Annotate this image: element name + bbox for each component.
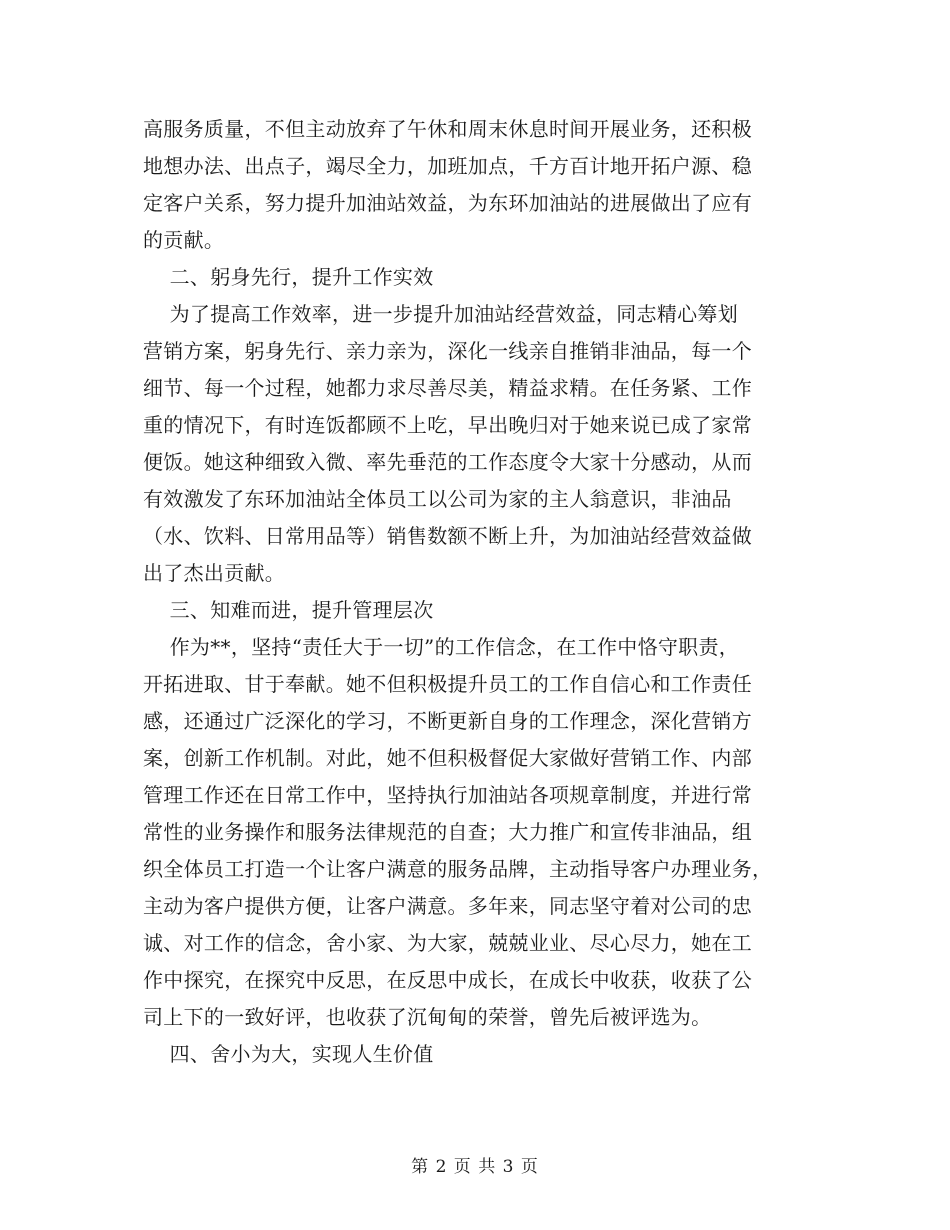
section-heading: 二、躬身先行，提升工作实效 [143, 265, 434, 289]
text-line: 的贡献。 [143, 228, 225, 252]
text-line: 地想办法、出点子，竭尽全力，加班加点，千方百计地开拓户源、稳 [143, 154, 752, 178]
text-line: 为了提高工作效率，进一步提升加油站经营效益，同志精心筹划 [143, 302, 739, 326]
text-line: 主动为客户提供方便，让客户满意。多年来，同志坚守着对公司的忠 [143, 894, 752, 918]
text-line: 作中探究，在探究中反思，在反思中成长，在成长中收获，收获了公 [143, 968, 752, 992]
text-line: 司上下的一致好评，也收获了沉甸甸的荣誉，曾先后被评选为。 [143, 1005, 712, 1029]
section-heading: 四、舍小为大，实现人生价值 [143, 1042, 434, 1066]
text-line: 织全体员工打造一个让客户满意的服务品牌，主动指导客户办理业务， [143, 857, 773, 881]
text-line: 开拓进取、甘于奉献。她不但积极提升员工的工作自信心和工作责任 [143, 672, 752, 696]
document-body [143, 111, 813, 1073]
text-line: 作为**，坚持“责任大于一切”的工作信念，在工作中恪守职责， [143, 635, 740, 659]
text-line: 细节、每一个过程，她都力求尽善尽美，精益求精。在任务紧、工作 [143, 376, 752, 400]
text-line: 营销方案，躬身先行、亲力亲为，深化一线亲自推销非油品，每一个 [143, 339, 752, 363]
text-line: （水、饮料、日常用品等）销售数额不断上升，为加油站经营效益做 [143, 524, 752, 548]
text-line: 感，还通过广泛深化的学习，不断更新自身的工作理念，深化营销方 [143, 709, 752, 733]
text-line: 高服务质量，不但主动放弃了午休和周末休息时间开展业务，还积极 [143, 117, 752, 141]
text-line: 管理工作还在日常工作中，坚持执行加油站各项规章制度，并进行常 [143, 783, 752, 807]
text-line: 便饭。她这种细致入微、率先垂范的工作态度令大家十分感动，从而 [143, 450, 752, 474]
text-line: 定客户关系，努力提升加油站效益，为东环加油站的进展做出了应有 [143, 191, 752, 215]
page-footer: 第 2 页 共 3 页 [411, 1157, 539, 1177]
text-line: 重的情况下，有时连饭都顾不上吃，早出晚归对于她来说已成了家常 [143, 413, 752, 437]
text-line: 案，创新工作机制。对此，她不但积极督促大家做好营销工作、内部 [143, 746, 752, 770]
text-line: 常性的业务操作和服务法律规范的自查；大力推广和宣传非油品，组 [143, 820, 752, 844]
text-line: 有效激发了东环加油站全体员工以公司为家的主人翁意识，非油品 [143, 487, 732, 511]
section-heading: 三、知难而进，提升管理层次 [143, 598, 434, 622]
text-line: 诚、对工作的信念，舍小家、为大家，兢兢业业、尽心尽力，她在工 [143, 931, 752, 955]
text-line: 出了杰出贡献。 [143, 561, 286, 585]
